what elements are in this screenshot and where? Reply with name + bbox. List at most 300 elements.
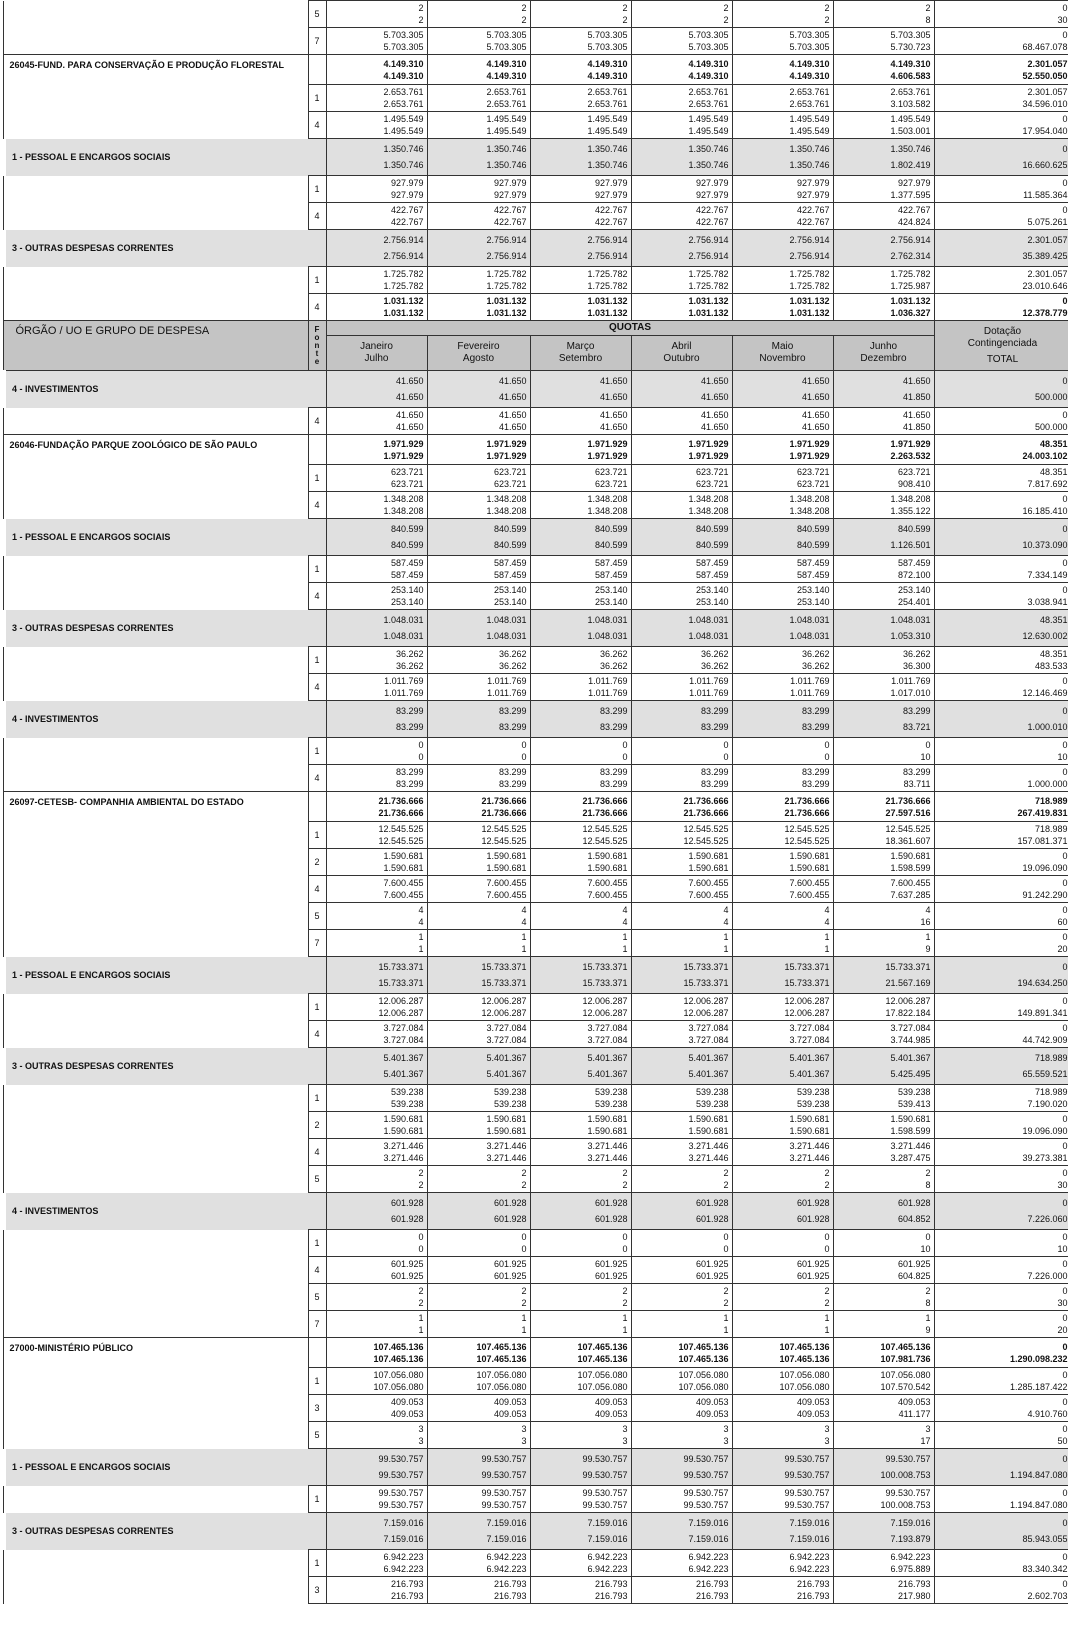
quota-cell bbox=[530, 1048, 631, 1085]
fonte-code: 1 bbox=[308, 738, 326, 765]
value-second-half: 409.053 bbox=[390, 1409, 424, 1419]
quota-cell bbox=[326, 1230, 427, 1257]
value-second-half: 7.159.016 bbox=[383, 1534, 424, 1544]
fonte-row bbox=[3, 28, 1068, 55]
value-first-half: 587.459 bbox=[390, 558, 424, 568]
value-second-half: 4.149.310 bbox=[688, 70, 729, 81]
quota-cell bbox=[833, 930, 934, 957]
value-second-half: 7.334.149 bbox=[1027, 570, 1068, 580]
quota-cell bbox=[732, 267, 833, 294]
quota-cell bbox=[427, 1, 530, 28]
quota-cell bbox=[326, 492, 427, 519]
value-second-half: 1 bbox=[824, 944, 830, 954]
value-first-half: 2.301.057 bbox=[1027, 58, 1068, 69]
quota-cell bbox=[833, 1, 934, 28]
quota-cell bbox=[530, 1311, 631, 1338]
value-first-half: 2 bbox=[418, 1168, 424, 1178]
value-first-half: 107.465.136 bbox=[373, 1341, 424, 1352]
total-cell bbox=[934, 1422, 1068, 1449]
header-quotas: QUOTAS bbox=[326, 321, 934, 336]
expense-group-row bbox=[3, 701, 1068, 738]
value-second-half: 36.262 bbox=[395, 661, 424, 671]
value-first-half: 6.942.223 bbox=[587, 1552, 628, 1562]
fonte-code: 1 bbox=[308, 1085, 326, 1112]
quota-cell bbox=[427, 112, 530, 139]
value-second-half: 4 bbox=[521, 917, 527, 927]
quota-cell bbox=[833, 1139, 934, 1166]
value-second-half: 927.979 bbox=[390, 190, 424, 200]
value-first-half: 21.736.666 bbox=[885, 795, 931, 806]
value-second-half: 21.736.666 bbox=[683, 807, 729, 818]
value-first-half: 99.530.757 bbox=[683, 1454, 729, 1464]
fonte-code: 4 bbox=[308, 408, 326, 435]
value-first-half: 4 bbox=[925, 905, 931, 915]
quota-cell bbox=[732, 822, 833, 849]
value-second-half: 99.530.757 bbox=[784, 1500, 830, 1510]
quota-cell bbox=[833, 903, 934, 930]
header-month-5 bbox=[833, 336, 934, 371]
quota-cell bbox=[530, 112, 631, 139]
value-first-half: 0 bbox=[723, 1232, 729, 1242]
value-second-half: 7.637.285 bbox=[890, 890, 931, 900]
quota-cell bbox=[833, 647, 934, 674]
value-first-half: 2 bbox=[824, 3, 830, 13]
value-second-half: 2.263.532 bbox=[890, 450, 931, 461]
quota-cell bbox=[530, 930, 631, 957]
quota-cell bbox=[732, 1577, 833, 1604]
quota-cell bbox=[732, 583, 833, 610]
value-second-half: 3 bbox=[521, 1436, 527, 1446]
value-first-half: 2.653.761 bbox=[486, 87, 527, 97]
value-second-half: 840.599 bbox=[695, 540, 729, 550]
quota-cell bbox=[326, 1311, 427, 1338]
value-first-half: 1.590.681 bbox=[486, 1114, 527, 1124]
fonte-row bbox=[3, 1486, 1068, 1513]
fonte-letter: n bbox=[314, 340, 320, 350]
value-second-half: 539.238 bbox=[695, 1099, 729, 1109]
quota-cell bbox=[326, 203, 427, 230]
quota-cell bbox=[530, 994, 631, 1021]
value-second-half: 12.378.779 bbox=[1022, 308, 1068, 318]
fonte-code: 1 bbox=[308, 556, 326, 583]
row-label bbox=[3, 738, 308, 765]
value-first-half: 0 bbox=[1062, 1454, 1068, 1464]
value-first-half: 12.006.287 bbox=[683, 996, 729, 1006]
quota-cell bbox=[833, 957, 934, 994]
quota-cell bbox=[530, 792, 631, 822]
value-second-half: 41.650 bbox=[599, 392, 628, 402]
total-cell bbox=[934, 903, 1068, 930]
value-first-half: 83.299 bbox=[801, 706, 830, 716]
value-first-half: 216.793 bbox=[390, 1579, 424, 1589]
value-first-half: 409.053 bbox=[695, 1397, 729, 1407]
value-second-half: 20 bbox=[1057, 944, 1068, 954]
value-second-half: 2.653.761 bbox=[486, 99, 527, 109]
value-first-half: 0 bbox=[1062, 905, 1068, 915]
quota-cell bbox=[326, 112, 427, 139]
value-second-half: 539.413 bbox=[897, 1099, 931, 1109]
fonte-row bbox=[3, 849, 1068, 876]
row-label: 3 - OUTRAS DESPESAS CORRENTES bbox=[3, 1048, 308, 1085]
total-cell bbox=[934, 28, 1068, 55]
fonte-row bbox=[3, 176, 1068, 203]
value-first-half: 6.942.223 bbox=[890, 1552, 931, 1562]
value-first-half: 0 bbox=[1062, 144, 1068, 154]
value-first-half: 422.767 bbox=[695, 205, 729, 215]
value-second-half: 2.756.914 bbox=[486, 251, 527, 261]
value-first-half: 15.733.371 bbox=[378, 962, 424, 972]
quota-cell bbox=[833, 1513, 934, 1550]
value-first-half: 5.401.367 bbox=[890, 1053, 931, 1063]
quota-cell bbox=[326, 1048, 427, 1085]
quota-cell bbox=[530, 139, 631, 176]
quota-cell bbox=[427, 1338, 530, 1368]
value-first-half: 601.928 bbox=[390, 1198, 424, 1208]
value-first-half: 83.299 bbox=[700, 706, 729, 716]
value-second-half: 409.053 bbox=[796, 1409, 830, 1419]
quota-cell bbox=[732, 519, 833, 556]
month-name: Julho bbox=[364, 353, 389, 364]
quota-cell bbox=[326, 674, 427, 701]
quota-cell bbox=[530, 1257, 631, 1284]
value-first-half: 15.733.371 bbox=[582, 962, 628, 972]
value-second-half: 2 bbox=[723, 1180, 729, 1190]
quota-cell bbox=[631, 1257, 732, 1284]
quota-cell bbox=[732, 1311, 833, 1338]
value-second-half: 99.530.757 bbox=[481, 1500, 527, 1510]
value-first-half: 21.736.666 bbox=[481, 795, 527, 806]
value-second-half: 8 bbox=[925, 1180, 931, 1190]
value-second-half: 422.767 bbox=[390, 217, 424, 227]
value-second-half: 50 bbox=[1057, 1436, 1068, 1446]
total-cell bbox=[934, 765, 1068, 792]
value-second-half: 927.979 bbox=[493, 190, 527, 200]
value-first-half: 36.262 bbox=[801, 649, 830, 659]
quota-cell bbox=[732, 203, 833, 230]
fonte-code: 5 bbox=[308, 1166, 326, 1193]
quota-cell bbox=[732, 610, 833, 647]
quota-cell bbox=[631, 176, 732, 203]
value-first-half: 41.650 bbox=[498, 410, 527, 420]
value-second-half: 4.149.310 bbox=[383, 70, 424, 81]
header-month-3 bbox=[631, 336, 732, 371]
quota-cell bbox=[530, 203, 631, 230]
quota-cell bbox=[530, 1139, 631, 1166]
quota-cell bbox=[833, 267, 934, 294]
value-first-half: 99.530.757 bbox=[481, 1454, 527, 1464]
value-second-half: 15.733.371 bbox=[481, 978, 527, 988]
fonte-row bbox=[3, 112, 1068, 139]
fonte-row bbox=[3, 930, 1068, 957]
quota-cell bbox=[427, 849, 530, 876]
value-first-half: 0 bbox=[925, 1232, 931, 1242]
value-second-half: 1 bbox=[824, 1325, 830, 1335]
quota-cell bbox=[530, 1368, 631, 1395]
value-first-half: 2.756.914 bbox=[688, 235, 729, 245]
value-second-half: 1.495.549 bbox=[789, 126, 830, 136]
quota-cell bbox=[732, 294, 833, 321]
quota-cell bbox=[530, 674, 631, 701]
value-first-half: 0 bbox=[1062, 524, 1068, 534]
quota-cell bbox=[732, 957, 833, 994]
row-label bbox=[3, 1112, 308, 1139]
value-second-half: 9 bbox=[925, 1325, 931, 1335]
value-second-half: 83.299 bbox=[801, 722, 830, 732]
total-cell bbox=[934, 1550, 1068, 1577]
value-first-half: 623.721 bbox=[695, 467, 729, 477]
value-second-half: 1.285.187.422 bbox=[1009, 1382, 1068, 1392]
value-second-half: 2 bbox=[723, 15, 729, 25]
fonte-code bbox=[308, 1513, 326, 1550]
quota-cell bbox=[833, 176, 934, 203]
value-second-half: 83.721 bbox=[902, 722, 931, 732]
value-second-half: 44.742.909 bbox=[1022, 1035, 1068, 1045]
quota-cell bbox=[427, 792, 530, 822]
quota-cell bbox=[326, 994, 427, 1021]
quota-cell bbox=[427, 28, 530, 55]
value-second-half: 1.194.847.080 bbox=[1009, 1500, 1068, 1510]
fonte-code bbox=[308, 792, 326, 822]
row-label bbox=[3, 1230, 308, 1257]
quota-cell bbox=[427, 176, 530, 203]
quota-cell bbox=[530, 1230, 631, 1257]
quota-cell bbox=[833, 765, 934, 792]
value-first-half: 4.149.310 bbox=[486, 58, 527, 69]
value-first-half: 1.348.208 bbox=[486, 494, 527, 504]
value-first-half: 0 bbox=[1062, 1424, 1068, 1434]
value-first-half: 2.756.914 bbox=[486, 235, 527, 245]
value-first-half: 1.725.782 bbox=[688, 269, 729, 279]
quota-cell bbox=[631, 903, 732, 930]
value-first-half: 99.530.757 bbox=[582, 1488, 628, 1498]
value-first-half: 840.599 bbox=[695, 524, 729, 534]
value-second-half: 3 bbox=[824, 1436, 830, 1446]
value-first-half: 0 bbox=[1062, 740, 1068, 750]
quota-cell bbox=[833, 85, 934, 112]
value-first-half: 1.031.132 bbox=[890, 296, 931, 306]
value-first-half: 1.725.782 bbox=[383, 269, 424, 279]
value-first-half: 3.271.446 bbox=[688, 1141, 729, 1151]
quota-cell bbox=[631, 112, 732, 139]
value-second-half: 4 bbox=[418, 917, 424, 927]
quota-cell bbox=[530, 519, 631, 556]
quota-cell bbox=[732, 1193, 833, 1230]
value-second-half: 0 bbox=[418, 1244, 424, 1254]
value-second-half: 4 bbox=[723, 917, 729, 927]
value-second-half: 3.727.084 bbox=[587, 1035, 628, 1045]
row-label bbox=[3, 1257, 308, 1284]
value-first-half: 409.053 bbox=[594, 1397, 628, 1407]
value-second-half: 2 bbox=[521, 1298, 527, 1308]
value-second-half: 2 bbox=[622, 1298, 628, 1308]
quota-cell bbox=[326, 1284, 427, 1311]
value-first-half: 2.756.914 bbox=[587, 235, 628, 245]
value-second-half: 1.031.132 bbox=[383, 308, 424, 318]
value-second-half: 36.262 bbox=[700, 661, 729, 671]
value-first-half: 216.793 bbox=[493, 1579, 527, 1589]
quota-cell bbox=[732, 994, 833, 1021]
value-second-half: 107.056.080 bbox=[678, 1382, 729, 1392]
fonte-code bbox=[308, 701, 326, 738]
value-first-half: 216.793 bbox=[897, 1579, 931, 1589]
value-first-half: 1.350.746 bbox=[688, 144, 729, 154]
value-second-half: 83.299 bbox=[700, 779, 729, 789]
value-second-half: 21.736.666 bbox=[481, 807, 527, 818]
value-second-half: 83.340.342 bbox=[1022, 1564, 1068, 1574]
value-second-half: 253.140 bbox=[594, 597, 628, 607]
value-second-half: 12.006.287 bbox=[582, 1008, 628, 1018]
quota-cell bbox=[833, 112, 934, 139]
row-label: 4 - INVESTIMENTOS bbox=[3, 1193, 308, 1230]
value-second-half: 1.590.681 bbox=[587, 1126, 628, 1136]
quota-cell bbox=[732, 930, 833, 957]
value-second-half: 3 bbox=[723, 1436, 729, 1446]
quota-cell bbox=[833, 203, 934, 230]
fonte-row bbox=[3, 1, 1068, 28]
value-second-half: 1.971.929 bbox=[587, 450, 628, 461]
value-second-half: 7.600.455 bbox=[688, 890, 729, 900]
quota-cell bbox=[833, 1112, 934, 1139]
value-first-half: 2 bbox=[824, 1286, 830, 1296]
value-second-half: 107.056.080 bbox=[476, 1382, 527, 1392]
quota-cell bbox=[631, 957, 732, 994]
value-first-half: 107.465.136 bbox=[476, 1341, 527, 1352]
value-first-half: 2 bbox=[521, 3, 527, 13]
value-second-half: 483.533 bbox=[1034, 661, 1068, 671]
value-first-half: 7.600.455 bbox=[789, 878, 830, 888]
value-first-half: 1.011.769 bbox=[790, 676, 830, 686]
value-second-half: 1.802.419 bbox=[890, 160, 931, 170]
value-first-half: 2 bbox=[418, 3, 424, 13]
quota-cell bbox=[427, 1395, 530, 1422]
header-fonte bbox=[308, 321, 326, 371]
fonte-row bbox=[3, 876, 1068, 903]
quota-cell bbox=[833, 1284, 934, 1311]
value-first-half: 12.545.525 bbox=[582, 824, 628, 834]
value-first-half: 12.006.287 bbox=[582, 996, 628, 1006]
value-first-half: 0 bbox=[1062, 3, 1068, 13]
quota-cell bbox=[833, 610, 934, 647]
quota-cell bbox=[631, 1166, 732, 1193]
value-first-half: 0 bbox=[1062, 962, 1068, 972]
month-name: Agosto bbox=[462, 353, 495, 364]
value-first-half: 253.140 bbox=[897, 585, 931, 595]
value-first-half: 601.928 bbox=[493, 1198, 527, 1208]
quota-cell bbox=[530, 1166, 631, 1193]
quota-cell bbox=[732, 1, 833, 28]
quota-cell bbox=[631, 930, 732, 957]
value-second-half: 254.401 bbox=[897, 597, 931, 607]
value-second-half: 21.736.666 bbox=[784, 807, 830, 818]
value-second-half: 1.011.769 bbox=[487, 688, 527, 698]
value-second-half: 587.459 bbox=[493, 570, 527, 580]
total-cell bbox=[934, 849, 1068, 876]
value-second-half: 2 bbox=[622, 1180, 628, 1190]
value-first-half: 1.971.929 bbox=[789, 438, 830, 449]
total-cell bbox=[934, 1513, 1068, 1550]
row-label bbox=[3, 85, 308, 112]
value-first-half: 5.401.367 bbox=[486, 1053, 527, 1063]
value-second-half: 5.703.305 bbox=[688, 42, 729, 52]
quota-cell bbox=[326, 957, 427, 994]
value-first-half: 1.031.132 bbox=[383, 296, 424, 306]
fonte-row bbox=[3, 1230, 1068, 1257]
fonte-row bbox=[3, 583, 1068, 610]
value-first-half: 0 bbox=[1062, 558, 1068, 568]
value-second-half: 83.299 bbox=[599, 722, 628, 732]
row-label: 3 - OUTRAS DESPESAS CORRENTES bbox=[3, 610, 308, 647]
value-first-half: 601.928 bbox=[796, 1198, 830, 1208]
value-first-half: 601.925 bbox=[390, 1259, 424, 1269]
quota-cell bbox=[631, 792, 732, 822]
month-name: Junho bbox=[869, 341, 898, 352]
value-second-half: 23.010.646 bbox=[1022, 281, 1068, 291]
value-first-half: 7.159.016 bbox=[486, 1518, 527, 1528]
quota-cell bbox=[833, 1257, 934, 1284]
value-first-half: 2.301.057 bbox=[1027, 87, 1068, 97]
value-first-half: 2.301.057 bbox=[1027, 269, 1068, 279]
total-cell bbox=[934, 583, 1068, 610]
quota-cell bbox=[631, 701, 732, 738]
value-first-half: 422.767 bbox=[796, 205, 830, 215]
value-first-half: 7.159.016 bbox=[890, 1518, 931, 1528]
fonte-code: 4 bbox=[308, 1021, 326, 1048]
total-cell bbox=[934, 1311, 1068, 1338]
quota-cell bbox=[530, 1193, 631, 1230]
value-first-half: 0 bbox=[418, 740, 424, 750]
value-second-half: 1.048.031 bbox=[789, 631, 830, 641]
value-second-half: 601.928 bbox=[695, 1214, 729, 1224]
value-second-half: 6.942.223 bbox=[486, 1564, 527, 1574]
value-first-half: 3.727.084 bbox=[587, 1023, 628, 1033]
value-second-half: 1.350.746 bbox=[383, 160, 424, 170]
value-second-half: 99.530.757 bbox=[481, 1470, 527, 1480]
value-second-half: 623.721 bbox=[390, 479, 424, 489]
quota-cell bbox=[631, 1513, 732, 1550]
value-first-half: 7.600.455 bbox=[383, 878, 424, 888]
value-first-half: 601.928 bbox=[897, 1198, 931, 1208]
quota-cell bbox=[427, 822, 530, 849]
value-first-half: 5.401.367 bbox=[587, 1053, 628, 1063]
value-second-half: 30 bbox=[1057, 15, 1068, 25]
value-second-half: 107.056.080 bbox=[373, 1382, 424, 1392]
value-first-half: 41.650 bbox=[902, 410, 931, 420]
value-first-half: 7.600.455 bbox=[486, 878, 527, 888]
value-second-half: 36.300 bbox=[902, 661, 931, 671]
value-first-half: 3.727.084 bbox=[486, 1023, 527, 1033]
value-first-half: 1.590.681 bbox=[383, 851, 424, 861]
value-first-half: 41.650 bbox=[599, 376, 628, 386]
agency-row bbox=[3, 792, 1068, 822]
quota-cell bbox=[631, 1, 732, 28]
fonte-row bbox=[3, 492, 1068, 519]
value-first-half: 1 bbox=[824, 932, 830, 942]
value-second-half: 60 bbox=[1057, 917, 1068, 927]
value-second-half: 0 bbox=[824, 752, 830, 762]
value-first-half: 1 bbox=[521, 1313, 527, 1323]
quota-cell bbox=[427, 1550, 530, 1577]
quota-cell bbox=[530, 849, 631, 876]
value-second-half: 5.401.367 bbox=[486, 1069, 527, 1079]
fonte-code: 5 bbox=[308, 1, 326, 28]
quota-cell bbox=[631, 674, 732, 701]
quota-cell bbox=[631, 1021, 732, 1048]
value-first-half: 5.703.305 bbox=[486, 30, 527, 40]
value-second-half: 1.377.595 bbox=[890, 190, 931, 200]
quota-cell bbox=[326, 1139, 427, 1166]
row-label: 3 - OUTRAS DESPESAS CORRENTES bbox=[3, 230, 308, 267]
fonte-code bbox=[308, 1193, 326, 1230]
